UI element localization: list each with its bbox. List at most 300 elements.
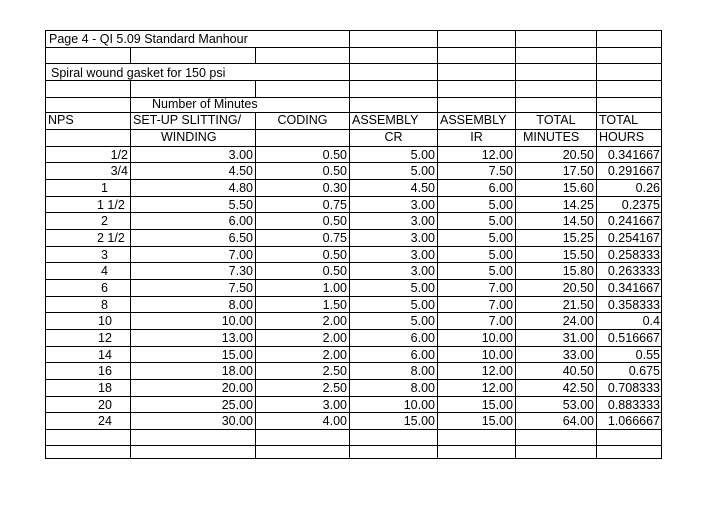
coding-minutes[interactable]: 0.50 — [322, 248, 347, 262]
grid-line-vertical — [349, 296, 350, 312]
grid-line-vertical — [515, 162, 516, 179]
setup-minutes[interactable]: 4.50 — [228, 164, 253, 178]
grid-line-vertical — [349, 246, 350, 262]
grid-line-vertical — [130, 329, 131, 346]
grid-line-vertical — [255, 412, 256, 429]
nps-value[interactable]: 2 — [101, 214, 108, 228]
grid-line-vertical — [515, 329, 516, 346]
assembly-cr-minutes[interactable]: 5.00 — [410, 164, 435, 178]
grid-line-vertical — [596, 412, 597, 429]
grid-line-vertical — [255, 246, 256, 262]
coding-minutes[interactable]: 3.00 — [322, 398, 347, 412]
assembly-cr-minutes[interactable]: 5.00 — [410, 281, 435, 295]
grid-line-vertical — [596, 97, 597, 112]
grid-line-vertical — [437, 30, 438, 47]
grid-line-vertical — [130, 229, 131, 246]
assembly-cr-minutes[interactable]: 4.50 — [410, 181, 435, 195]
setup-minutes[interactable]: 15.00 — [221, 348, 253, 362]
grid-line-vertical — [437, 296, 438, 312]
grid-line-vertical — [349, 262, 350, 279]
grid-line-vertical — [255, 179, 256, 196]
grid-line-vertical — [349, 112, 350, 129]
grid-line-horizontal — [45, 429, 662, 430]
total-hours[interactable]: 0.883333 — [607, 398, 660, 412]
grid-line-vertical — [255, 396, 256, 412]
minutes-group-label[interactable]: Number of Minutes — [152, 97, 258, 111]
grid-line-vertical — [349, 212, 350, 229]
grid-line-vertical — [255, 346, 256, 362]
total-hours[interactable]: 1.066667 — [607, 414, 660, 428]
grid-line-vertical — [349, 412, 350, 429]
grid-line-horizontal — [45, 146, 662, 147]
col-header-total-minutes-line2[interactable]: MINUTES — [523, 130, 580, 144]
grid-line-vertical — [437, 429, 438, 445]
total-minutes[interactable]: 40.50 — [562, 364, 594, 378]
col-header-total-minutes-line1[interactable]: TOTAL — [536, 113, 576, 127]
coding-minutes[interactable]: 0.75 — [322, 231, 347, 245]
assembly-ir-minutes[interactable]: 12.00 — [481, 364, 513, 378]
coding-minutes[interactable]: 0.30 — [322, 181, 347, 195]
grid-line-horizontal — [45, 346, 662, 347]
grid-line-vertical — [349, 30, 350, 47]
grid-line-vertical — [437, 63, 438, 80]
grid-line-horizontal — [45, 246, 662, 247]
coding-minutes[interactable]: 0.50 — [322, 164, 347, 178]
col-header-setup-line1[interactable]: SET-UP SLITTING/ — [133, 113, 242, 127]
grid-line-vertical — [255, 329, 256, 346]
grid-line-vertical — [596, 63, 597, 80]
grid-line-vertical — [437, 262, 438, 279]
grid-line-vertical — [349, 97, 350, 112]
nps-value[interactable]: 12 — [98, 331, 112, 345]
grid-line-vertical — [437, 246, 438, 262]
page-title[interactable]: Page 4 - QI 5.09 Standard Manhour — [49, 32, 248, 46]
assembly-ir-minutes[interactable]: 5.00 — [488, 214, 513, 228]
grid-line-vertical — [349, 63, 350, 80]
grid-line-vertical — [349, 146, 350, 162]
grid-line-vertical — [255, 262, 256, 279]
col-header-total-hours-line2[interactable]: HOURS — [599, 130, 645, 144]
grid-line-vertical — [596, 146, 597, 162]
assembly-cr-minutes[interactable]: 8.00 — [410, 381, 435, 395]
col-header-nps[interactable]: NPS — [48, 113, 74, 127]
total-minutes[interactable]: 53.00 — [562, 398, 594, 412]
grid-line-vertical — [437, 129, 438, 146]
coding-minutes[interactable]: 1.00 — [322, 281, 347, 295]
col-header-total-hours-line1[interactable]: TOTAL — [599, 113, 639, 127]
grid-line-vertical — [349, 196, 350, 212]
assembly-cr-minutes[interactable]: 3.00 — [410, 231, 435, 245]
assembly-ir-minutes[interactable]: 5.00 — [488, 264, 513, 278]
total-hours[interactable]: 0.4 — [642, 314, 660, 328]
assembly-ir-minutes[interactable]: 15.00 — [481, 398, 513, 412]
total-hours[interactable]: 0.258333 — [607, 248, 660, 262]
nps-value[interactable]: 18 — [98, 381, 112, 395]
assembly-cr-minutes[interactable]: 5.00 — [410, 314, 435, 328]
subtitle[interactable]: Spiral wound gasket for 150 psi — [51, 66, 226, 80]
grid-line-vertical — [515, 429, 516, 445]
grid-line-vertical — [130, 312, 131, 329]
nps-value[interactable]: 3 — [101, 248, 108, 262]
grid-line-vertical — [130, 279, 131, 296]
total-hours[interactable]: 0.358333 — [607, 298, 660, 312]
grid-line-vertical — [349, 429, 350, 445]
grid-line-vertical — [596, 196, 597, 212]
grid-line-vertical — [437, 179, 438, 196]
grid-line-vertical — [349, 379, 350, 396]
grid-line-vertical — [437, 362, 438, 379]
grid-line-vertical — [515, 97, 516, 112]
assembly-cr-minutes[interactable]: 6.00 — [410, 331, 435, 345]
assembly-ir-minutes[interactable]: 5.00 — [488, 248, 513, 262]
grid-line-horizontal — [45, 379, 662, 380]
grid-line-vertical — [349, 362, 350, 379]
assembly-ir-minutes[interactable]: 7.00 — [488, 314, 513, 328]
grid-line-vertical — [515, 30, 516, 47]
grid-line-vertical — [437, 396, 438, 412]
grid-line-vertical — [596, 229, 597, 246]
assembly-cr-minutes[interactable]: 8.00 — [410, 364, 435, 378]
grid-line-vertical — [255, 112, 256, 129]
grid-line-vertical — [130, 162, 131, 179]
grid-line-vertical — [255, 146, 256, 162]
grid-line-vertical — [596, 329, 597, 346]
grid-line-vertical — [596, 212, 597, 229]
assembly-ir-minutes[interactable]: 10.00 — [481, 331, 513, 345]
grid-line-vertical — [349, 47, 350, 63]
total-hours[interactable]: 0.291667 — [607, 164, 660, 178]
grid-line-vertical — [130, 445, 131, 459]
grid-line-vertical — [130, 47, 131, 63]
total-minutes[interactable]: 15.50 — [562, 248, 594, 262]
coding-minutes[interactable]: 0.50 — [322, 148, 347, 162]
grid-line-vertical — [515, 412, 516, 429]
setup-minutes[interactable]: 3.00 — [228, 148, 253, 162]
assembly-cr-minutes[interactable]: 5.00 — [410, 148, 435, 162]
col-header-assembly-ir-line2[interactable]: IR — [470, 130, 483, 144]
assembly-cr-minutes[interactable]: 6.00 — [410, 348, 435, 362]
coding-minutes[interactable]: 2.00 — [322, 314, 347, 328]
total-minutes[interactable]: 14.25 — [562, 198, 594, 212]
coding-minutes[interactable]: 2.50 — [322, 381, 347, 395]
assembly-ir-minutes[interactable]: 10.00 — [481, 348, 513, 362]
setup-minutes[interactable]: 18.00 — [221, 364, 253, 378]
total-hours[interactable]: 0.254167 — [607, 231, 660, 245]
nps-value[interactable]: 2 1/2 — [97, 231, 125, 245]
nps-value[interactable]: 20 — [98, 398, 112, 412]
grid-line-vertical — [255, 196, 256, 212]
grid-line-vertical — [349, 80, 350, 97]
setup-minutes[interactable]: 6.50 — [228, 231, 253, 245]
setup-minutes[interactable]: 7.30 — [228, 264, 253, 278]
total-hours[interactable]: 0.55 — [635, 348, 660, 362]
grid-line-vertical — [255, 229, 256, 246]
grid-line-vertical — [349, 229, 350, 246]
grid-line-vertical — [349, 445, 350, 459]
grid-line-vertical — [437, 80, 438, 97]
grid-line-vertical — [437, 346, 438, 362]
assembly-ir-minutes[interactable]: 12.00 — [481, 381, 513, 395]
grid-line-vertical — [255, 47, 256, 63]
grid-line-vertical — [130, 429, 131, 445]
grid-line-vertical — [515, 279, 516, 296]
grid-line-horizontal — [45, 179, 662, 180]
grid-line-vertical — [596, 346, 597, 362]
assembly-cr-minutes[interactable]: 3.00 — [410, 248, 435, 262]
grid-line-horizontal — [45, 47, 662, 48]
setup-minutes[interactable]: 5.50 — [228, 198, 253, 212]
grid-line-vertical — [255, 312, 256, 329]
nps-value[interactable]: 14 — [98, 348, 112, 362]
nps-value[interactable]: 3/4 — [110, 164, 128, 178]
grid-line-vertical — [437, 146, 438, 162]
grid-line-vertical — [515, 146, 516, 162]
total-minutes[interactable]: 15.60 — [562, 181, 594, 195]
col-header-assembly-ir-line1[interactable]: ASSEMBLY — [440, 113, 507, 127]
setup-minutes[interactable]: 30.00 — [221, 414, 253, 428]
grid-line-vertical — [515, 362, 516, 379]
grid-line-vertical — [255, 429, 256, 445]
grid-line-vertical — [596, 80, 597, 97]
total-minutes[interactable]: 15.80 — [562, 264, 594, 278]
grid-line-vertical — [515, 246, 516, 262]
grid-line-vertical — [130, 80, 131, 97]
grid-line-vertical — [437, 47, 438, 63]
nps-value[interactable]: 6 — [101, 281, 108, 295]
grid-line-vertical — [255, 279, 256, 296]
total-minutes[interactable]: 20.50 — [562, 281, 594, 295]
assembly-cr-minutes[interactable]: 5.00 — [410, 298, 435, 312]
grid-line-vertical — [437, 445, 438, 459]
total-hours[interactable]: 0.675 — [628, 364, 660, 378]
assembly-cr-minutes[interactable]: 3.00 — [410, 198, 435, 212]
coding-minutes[interactable]: 1.50 — [322, 298, 347, 312]
grid-line-vertical — [515, 112, 516, 129]
assembly-ir-minutes[interactable]: 6.00 — [488, 181, 513, 195]
total-hours[interactable]: 0.708333 — [607, 381, 660, 395]
total-hours[interactable]: 0.241667 — [607, 214, 660, 228]
grid-line-vertical — [130, 129, 131, 146]
grid-line-vertical — [596, 429, 597, 445]
grid-line-vertical — [596, 179, 597, 196]
grid-line-vertical — [437, 162, 438, 179]
total-minutes[interactable]: 15.25 — [562, 231, 594, 245]
setup-minutes[interactable]: 4.80 — [228, 181, 253, 195]
setup-minutes[interactable]: 25.00 — [221, 398, 253, 412]
grid-line-vertical — [515, 179, 516, 196]
grid-line-vertical — [596, 129, 597, 146]
col-header-setup-line2[interactable]: WINDING — [161, 130, 217, 144]
total-minutes[interactable]: 14.50 — [562, 214, 594, 228]
col-header-assembly-cr-line2[interactable]: CR — [384, 130, 403, 144]
assembly-ir-minutes[interactable]: 5.00 — [488, 231, 513, 245]
grid-line-vertical — [437, 212, 438, 229]
grid-line-vertical — [437, 279, 438, 296]
grid-line-vertical — [596, 312, 597, 329]
grid-line-vertical — [515, 262, 516, 279]
grid-line-vertical — [596, 47, 597, 63]
total-minutes[interactable]: 17.50 — [562, 164, 594, 178]
grid-line-horizontal — [45, 229, 662, 230]
grid-line-horizontal — [45, 396, 662, 397]
grid-line-horizontal — [45, 196, 662, 197]
setup-minutes[interactable]: 6.00 — [228, 214, 253, 228]
assembly-ir-minutes[interactable]: 15.00 — [481, 414, 513, 428]
grid-line-vertical — [515, 346, 516, 362]
grid-line-horizontal — [45, 296, 662, 297]
grid-line-vertical — [515, 445, 516, 459]
grid-line-vertical — [349, 312, 350, 329]
grid-line-vertical — [596, 362, 597, 379]
nps-value[interactable]: 1 — [101, 181, 108, 195]
grid-line-vertical — [515, 80, 516, 97]
setup-minutes[interactable]: 8.00 — [228, 298, 253, 312]
col-header-assembly-cr-line1[interactable]: ASSEMBLY — [352, 113, 419, 127]
assembly-cr-minutes[interactable]: 15.00 — [403, 414, 435, 428]
grid-line-horizontal — [45, 329, 662, 330]
nps-value[interactable]: 10 — [98, 314, 112, 328]
grid-line-horizontal — [45, 445, 662, 446]
assembly-cr-minutes[interactable]: 3.00 — [410, 264, 435, 278]
grid-line-vertical — [437, 229, 438, 246]
assembly-ir-minutes[interactable]: 7.50 — [488, 164, 513, 178]
total-minutes[interactable]: 31.00 — [562, 331, 594, 345]
coding-minutes[interactable]: 0.50 — [322, 214, 347, 228]
coding-minutes[interactable]: 4.00 — [322, 414, 347, 428]
grid-line-vertical — [437, 329, 438, 346]
total-hours[interactable]: 0.2375 — [621, 198, 660, 212]
grid-line-vertical — [130, 146, 131, 162]
grid-line-horizontal — [45, 279, 662, 280]
setup-minutes[interactable]: 10.00 — [221, 314, 253, 328]
grid-line-vertical — [130, 179, 131, 196]
grid-line-vertical — [515, 396, 516, 412]
grid-line-vertical — [130, 262, 131, 279]
total-minutes[interactable]: 21.50 — [562, 298, 594, 312]
grid-line-vertical — [349, 329, 350, 346]
total-hours[interactable]: 0.516667 — [607, 331, 660, 345]
nps-value[interactable]: 8 — [101, 298, 108, 312]
grid-line-vertical — [596, 279, 597, 296]
grid-line-horizontal — [45, 63, 662, 64]
assembly-cr-minutes[interactable]: 10.00 — [403, 398, 435, 412]
grid-line-vertical — [255, 162, 256, 179]
grid-line-vertical — [130, 97, 131, 112]
grid-line-vertical — [130, 346, 131, 362]
assembly-ir-minutes[interactable]: 5.00 — [488, 198, 513, 212]
nps-value[interactable]: 1 1/2 — [97, 198, 125, 212]
grid-line-vertical — [437, 412, 438, 429]
coding-minutes[interactable]: 2.00 — [322, 331, 347, 345]
grid-line-vertical — [515, 63, 516, 80]
grid-line-vertical — [437, 112, 438, 129]
grid-line-vertical — [515, 47, 516, 63]
grid-line-vertical — [255, 362, 256, 379]
grid-line-vertical — [515, 379, 516, 396]
grid-line-vertical — [596, 112, 597, 129]
total-minutes[interactable]: 24.00 — [562, 314, 594, 328]
grid-line-vertical — [515, 296, 516, 312]
grid-line-horizontal — [45, 97, 662, 98]
grid-line-vertical — [130, 412, 131, 429]
assembly-cr-minutes[interactable]: 3.00 — [410, 214, 435, 228]
grid-line-vertical — [255, 445, 256, 459]
setup-minutes[interactable]: 7.00 — [228, 248, 253, 262]
nps-value[interactable]: 16 — [98, 364, 112, 378]
grid-line-vertical — [515, 229, 516, 246]
grid-line-vertical — [349, 162, 350, 179]
grid-line-vertical — [437, 379, 438, 396]
grid-line-vertical — [255, 379, 256, 396]
grid-line-vertical — [130, 396, 131, 412]
total-hours[interactable]: 0.341667 — [607, 148, 660, 162]
nps-value[interactable]: 1/2 — [110, 148, 128, 162]
grid-line-vertical — [255, 296, 256, 312]
nps-value[interactable]: 24 — [98, 414, 112, 428]
total-minutes[interactable]: 33.00 — [562, 348, 594, 362]
grid-line-vertical — [596, 296, 597, 312]
grid-line-vertical — [515, 212, 516, 229]
col-header-coding[interactable]: CODING — [277, 113, 328, 127]
grid-line-vertical — [515, 196, 516, 212]
grid-line-vertical — [437, 97, 438, 112]
grid-line-vertical — [437, 312, 438, 329]
grid-line-vertical — [515, 312, 516, 329]
grid-line-vertical — [596, 262, 597, 279]
grid-line-vertical — [596, 396, 597, 412]
grid-line-vertical — [349, 179, 350, 196]
grid-line-vertical — [130, 379, 131, 396]
grid-line-vertical — [255, 80, 256, 97]
coding-minutes[interactable]: 0.50 — [322, 264, 347, 278]
grid-line-vertical — [130, 212, 131, 229]
grid-line-vertical — [349, 129, 350, 146]
grid-line-vertical — [349, 396, 350, 412]
setup-minutes[interactable]: 20.00 — [221, 381, 253, 395]
total-minutes[interactable]: 64.00 — [562, 414, 594, 428]
grid-line-vertical — [437, 196, 438, 212]
coding-minutes[interactable]: 2.50 — [322, 364, 347, 378]
total-hours[interactable]: 0.341667 — [607, 281, 660, 295]
setup-minutes[interactable]: 13.00 — [221, 331, 253, 345]
assembly-ir-minutes[interactable]: 7.00 — [488, 281, 513, 295]
grid-line-vertical — [130, 196, 131, 212]
total-hours[interactable]: 0.263333 — [607, 264, 660, 278]
assembly-ir-minutes[interactable]: 7.00 — [488, 298, 513, 312]
total-minutes[interactable]: 20.50 — [562, 148, 594, 162]
grid-line-vertical — [130, 246, 131, 262]
spreadsheet-table — [45, 30, 662, 459]
grid-line-vertical — [596, 379, 597, 396]
grid-line-vertical — [130, 296, 131, 312]
coding-minutes[interactable]: 2.00 — [322, 348, 347, 362]
coding-minutes[interactable]: 0.75 — [322, 198, 347, 212]
nps-value[interactable]: 4 — [101, 264, 108, 278]
grid-line-vertical — [515, 129, 516, 146]
grid-line-vertical — [349, 279, 350, 296]
grid-line-vertical — [596, 246, 597, 262]
grid-line-vertical — [596, 445, 597, 459]
grid-line-vertical — [596, 30, 597, 47]
grid-line-vertical — [349, 346, 350, 362]
grid-line-vertical — [596, 162, 597, 179]
total-hours[interactable]: 0.26 — [635, 181, 660, 195]
setup-minutes[interactable]: 7.50 — [228, 281, 253, 295]
assembly-ir-minutes[interactable]: 12.00 — [481, 148, 513, 162]
grid-line-vertical — [130, 362, 131, 379]
grid-line-vertical — [255, 129, 256, 146]
total-minutes[interactable]: 42.50 — [562, 381, 594, 395]
